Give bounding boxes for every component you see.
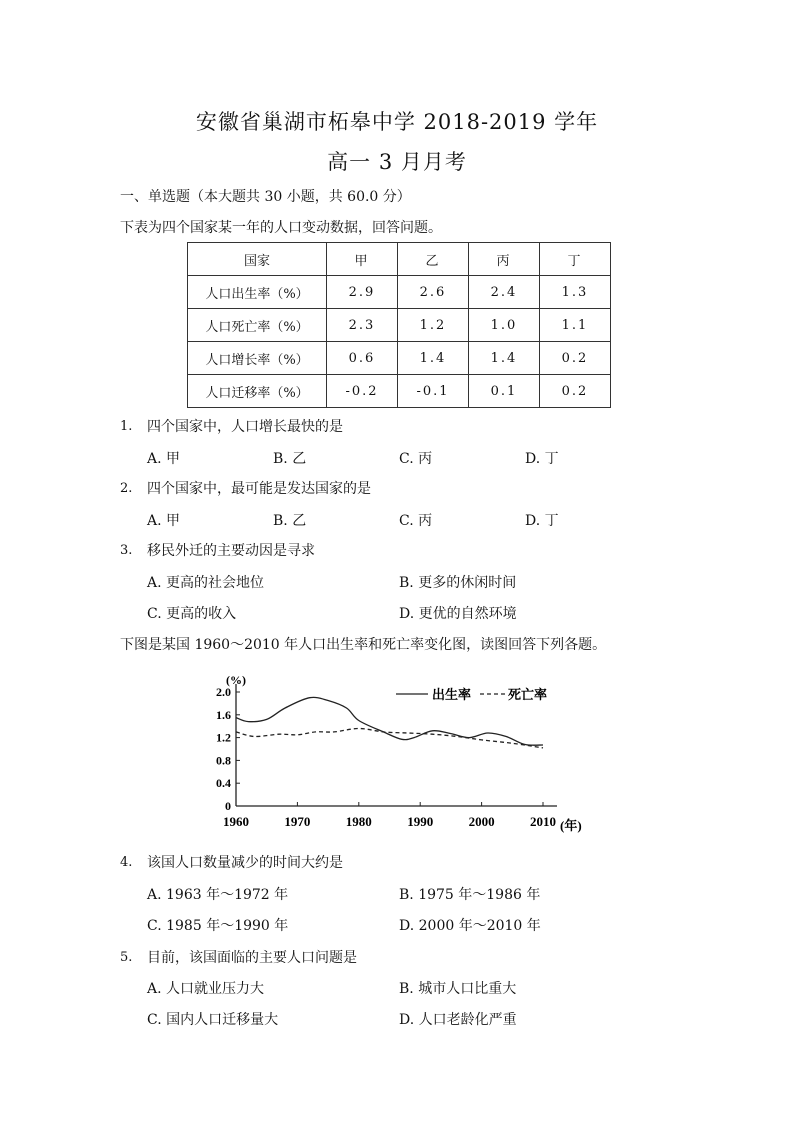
table-cell: 2.9	[327, 276, 398, 309]
population-table	[187, 242, 611, 408]
legend-label-birth: 出生率	[432, 687, 472, 702]
question-number: 4.	[120, 855, 133, 870]
question-1-text: 四个国家中，人口增长最快的是	[147, 419, 343, 435]
question-2-text: 四个国家中，最可能是发达国家的是	[147, 481, 371, 497]
q1-option-c: C. 丙	[399, 451, 433, 467]
q4-option-d: D. 2000 年～2010 年	[399, 918, 541, 934]
series-birth-rate-line	[236, 697, 543, 745]
q2-option-b: B. 乙	[273, 513, 307, 529]
table-cell: -0.2	[327, 375, 398, 408]
table-cell: -0.1	[398, 375, 469, 408]
question-number: 2.	[120, 481, 133, 496]
table-cell: 1.1	[540, 309, 611, 342]
chart-axes	[236, 684, 557, 806]
q3-option-c: C. 更高的收入	[147, 606, 237, 622]
table-cell: 人口增长率（%）	[188, 342, 327, 375]
table-cell: 2.6	[398, 276, 469, 309]
q3-option-d: D. 更优的自然环境	[399, 606, 517, 622]
table-header-cell: 乙	[398, 243, 469, 276]
x-tick-label: 1970	[284, 814, 311, 829]
intro-text-table: 下表为四个国家某一年的人口变动数据，回答问题。	[120, 220, 442, 236]
question-number: 1.	[120, 419, 133, 434]
y-tick-label: 2.0	[216, 685, 231, 699]
table-cell: 0.2	[540, 375, 611, 408]
table-cell: 1.3	[540, 276, 611, 309]
y-tick-label: 1.2	[216, 730, 231, 745]
x-tick-label: 1980	[345, 814, 372, 829]
table-cell: 1.4	[398, 342, 469, 375]
birth-death-rate-chart	[200, 664, 600, 844]
question-number: 3.	[120, 543, 133, 558]
table-header-cell: 甲	[327, 243, 398, 276]
y-axis-label: (%)	[226, 673, 246, 687]
x-tick-label: 2010	[530, 814, 556, 829]
table-cell: 2.3	[327, 309, 398, 342]
section-heading: 一、单选题（本大题共 30 小题，共 60.0 分）	[120, 189, 411, 205]
table-cell: 1.4	[469, 342, 540, 375]
table-header-cell: 国家	[188, 243, 327, 276]
table-row	[188, 276, 611, 309]
table-cell: 0.6	[327, 342, 398, 375]
q3-option-b: B. 更多的休闲时间	[399, 575, 517, 591]
q3-option-a: A. 更高的社会地位	[147, 575, 265, 591]
table-row	[188, 309, 611, 342]
table-header-row	[188, 243, 611, 276]
question-3-text: 移民外迁的主要动因是寻求	[147, 543, 315, 559]
x-tick-label: 1960	[223, 814, 249, 829]
table-header-cell: 丁	[540, 243, 611, 276]
intro-text-chart: 下图是某国 1960～2010 年人口出生率和死亡率变化图，读图回答下列各题。	[120, 637, 607, 653]
table-cell: 人口出生率（%）	[188, 276, 327, 309]
x-tick-label: 2000	[468, 814, 495, 829]
series-death-rate-line	[236, 729, 543, 748]
q2-option-c: C. 丙	[399, 513, 433, 529]
table-cell: 0.1	[469, 375, 540, 408]
q1-option-a: A. 甲	[147, 451, 181, 467]
q5-option-b: B. 城市人口比重大	[399, 981, 517, 997]
y-tick-label: 1.6	[216, 707, 231, 722]
q4-option-a: A. 1963 年～1972 年	[147, 887, 289, 903]
q5-option-c: C. 国内人口迁移量大	[147, 1012, 279, 1028]
legend-label-death: 死亡率	[508, 687, 548, 702]
q4-option-c: C. 1985 年～1990 年	[147, 918, 289, 934]
q4-option-b: B. 1975 年～1986 年	[399, 887, 541, 903]
table-header-cell: 丙	[469, 243, 540, 276]
x-axis-label: (年)	[560, 818, 582, 833]
table-row	[188, 342, 611, 375]
q5-option-d: D. 人口老龄化严重	[399, 1012, 517, 1028]
q2-option-d: D. 丁	[525, 513, 559, 529]
y-tick-label: 0.8	[216, 753, 231, 768]
q1-option-b: B. 乙	[273, 451, 307, 467]
y-tick-label: 0	[225, 799, 231, 813]
question-5-text: 目前，该国面临的主要人口问题是	[147, 950, 357, 966]
table-cell: 1.0	[469, 309, 540, 342]
question-number: 5.	[120, 950, 133, 965]
table-cell: 1.2	[398, 309, 469, 342]
q1-option-d: D. 丁	[525, 451, 559, 467]
table-cell: 0.2	[540, 342, 611, 375]
chart-series	[236, 697, 543, 748]
table-cell: 2.4	[469, 276, 540, 309]
table-row	[188, 375, 611, 408]
chart-legend	[396, 687, 547, 702]
question-4-text: 该国人口数量减少的时间大约是	[147, 855, 343, 871]
table-cell: 人口死亡率（%）	[188, 309, 327, 342]
y-tick-label: 0.4	[216, 776, 231, 791]
doc-title-line1: 安徽省巢湖市柘皋中学 2018-2019 学年	[195, 110, 599, 134]
table-cell: 人口迁移率（%）	[188, 375, 327, 408]
q5-option-a: A. 人口就业压力大	[147, 981, 265, 997]
x-tick-label: 1990	[407, 814, 434, 829]
doc-title-line2: 高一 3 月月考	[327, 150, 467, 174]
q2-option-a: A. 甲	[147, 513, 181, 529]
